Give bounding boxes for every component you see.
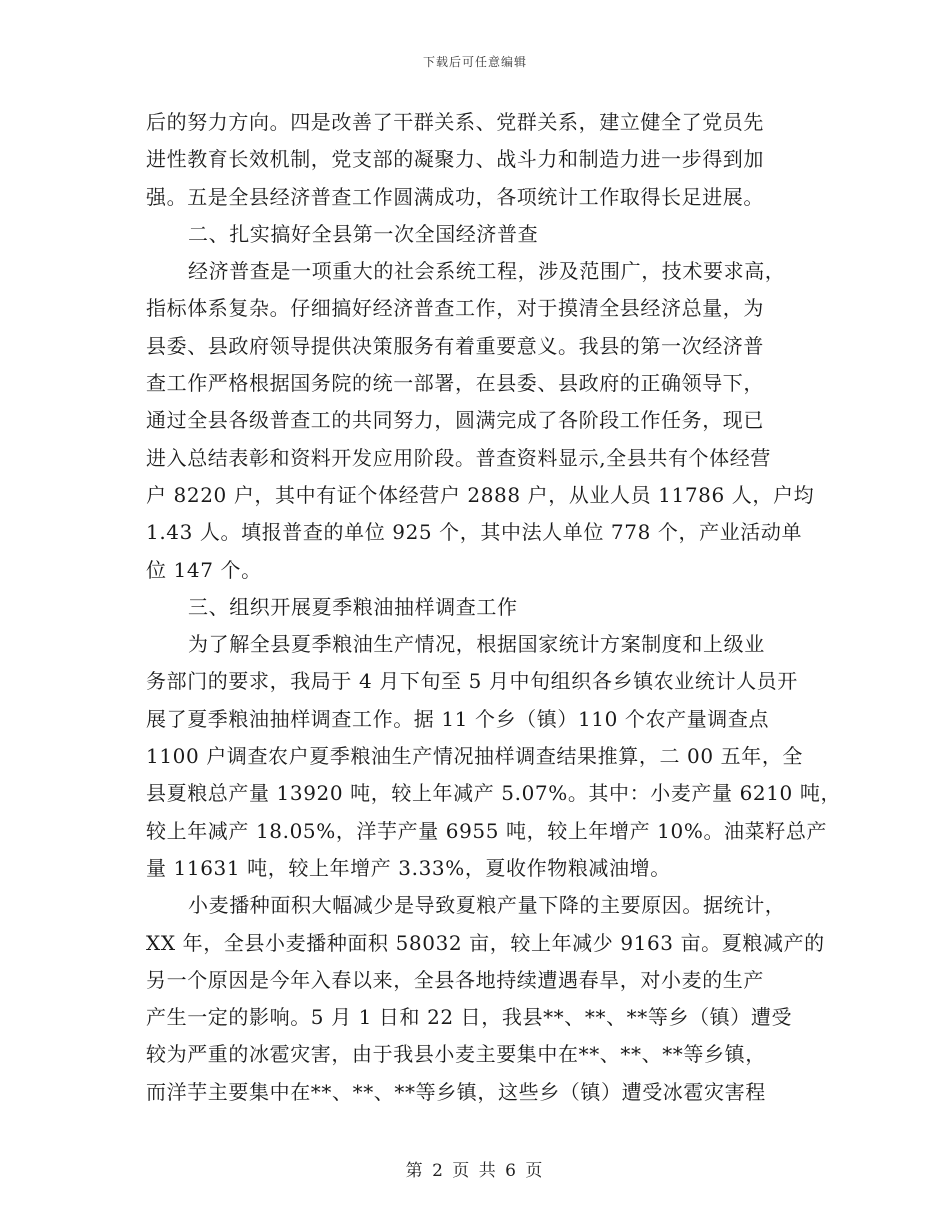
text-line: 强。五是全县经济普查工作圆满成功，各项统计工作取得长足进展。 <box>146 184 764 209</box>
text-line: 位 147 个。 <box>146 557 262 582</box>
document-body <box>146 104 842 1111</box>
text-line: 户 8220 户，其中有证个体经营户 2888 户，从业人员 11786 人，户均 <box>146 482 815 507</box>
text-line: XX 年，全县小麦播种面积 58032 亩，较上年减少 9163 亩。夏粮减产的 <box>146 930 825 955</box>
text-line: 而洋芋主要集中在**、**、**等乡镇，这些乡（镇）遭受冰雹灾害程 <box>146 1079 766 1104</box>
text-line: 经济普查是一项重大的社会系统工程，涉及范围广，技术要求高， <box>188 259 786 284</box>
text-line: 较上年减产 18.05%，洋芋产量 6955 吨，较上年增产 10%。油菜籽总产 <box>146 818 828 843</box>
text-line: 小麦播种面积大幅减少是导致夏粮产量下降的主要原因。据统计， <box>188 893 786 918</box>
text-line: 进性教育长效机制，党支部的凝聚力、战斗力和制造力进一步得到加 <box>146 147 764 172</box>
text-line: 展了夏季粮油抽样调查工作。据 11 个乡（镇）110 个农产量调查点 <box>146 706 770 731</box>
page-footer: 第 2 页 共 6 页 <box>405 1161 545 1181</box>
text-line: 为了解全县夏季粮油生产情况，根据国家统计方案制度和上级业 <box>188 632 765 657</box>
text-line: 务部门的要求，我局于 4 月下旬至 5 月中旬组织各乡镇农业统计人员开 <box>146 669 798 694</box>
text-line: 指标体系复杂。仔细搞好经济普查工作，对于摸清全县经济总量，为 <box>146 296 764 321</box>
text-line: 后的努力方向。四是改善了干群关系、党群关系，建立健全了党员先 <box>146 110 764 134</box>
section-heading: 二、扎实搞好全县第一次全国经济普查 <box>188 221 539 246</box>
text-line: 查工作严格根据国务院的统一部署，在县委、县政府的正确领导下， <box>146 371 764 396</box>
page-header: 下载后可任意编辑 <box>422 55 527 69</box>
text-line: 县夏粮总产量 13920 吨，较上年减产 5.07%。其中：小麦产量 6210 吨， <box>146 781 842 806</box>
text-line: 1100 户调查农户夏季粮油生产情况抽样调查结果推算，二 00 五年，全 <box>146 744 804 769</box>
text-line: 进入总结表彰和资料开发应用阶段。普查资料显示,全县共有个体经营 <box>146 445 771 470</box>
text-line: 县委、县政府领导提供决策服务有着重要意义。我县的第一次经济普 <box>146 333 764 358</box>
text-line: 通过全县各级普查工的共同努力，圆满完成了各阶段工作任务，现已 <box>146 408 764 433</box>
text-line: 1.43 人。填报普查的单位 925 个，其中法人单位 778 个，产业活动单 <box>146 520 803 545</box>
text-line: 量 11631 吨，较上年增产 3.33%，夏收作物粮减油增。 <box>146 855 671 880</box>
text-line: 产生一定的影响。5 月 1 日和 22 日，我县**、**、**等乡（镇）遭受 <box>146 1005 793 1030</box>
section-heading: 三、组织开展夏季粮油抽样调查工作 <box>188 594 518 619</box>
text-line: 另一个原因是今年入春以来，全县各地持续遭遇春旱，对小麦的生产 <box>146 967 764 992</box>
text-line: 较为严重的冰雹灾害，由于我县小麦主要集中在**、**、**等乡镇， <box>146 1042 766 1067</box>
